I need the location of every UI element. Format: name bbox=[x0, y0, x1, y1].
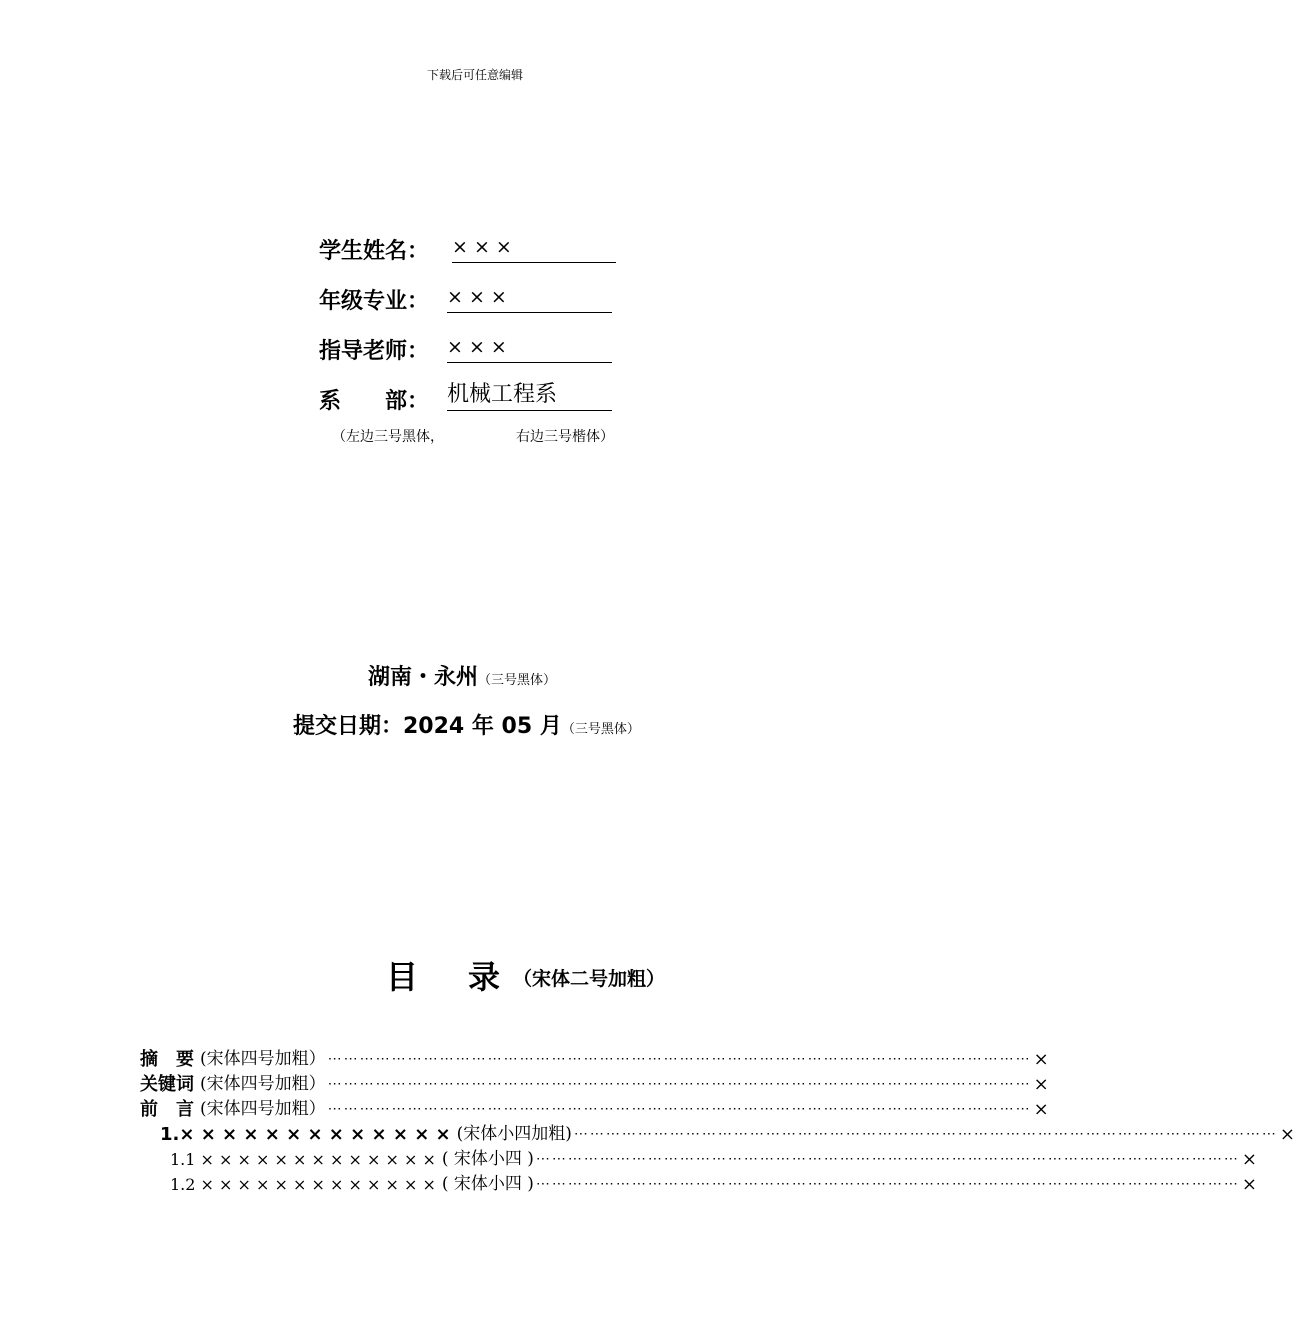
toc-note: (宋体四号加粗） bbox=[200, 1099, 326, 1119]
toc-dots: ⋯⋯⋯⋯⋯⋯⋯⋯⋯⋯⋯⋯⋯⋯⋯⋯⋯⋯⋯⋯⋯⋯⋯⋯⋯⋯⋯⋯⋯⋯⋯⋯⋯⋯⋯⋯⋯⋯⋯⋯⋯⋯⋯⋯ bbox=[535, 1176, 1240, 1192]
toc-label: 1.1 × × × × × × × × × × × × × bbox=[170, 1150, 436, 1169]
toc-dots: ⋯⋯⋯⋯⋯⋯⋯⋯⋯⋯⋯⋯⋯⋯⋯⋯⋯⋯⋯⋯⋯⋯⋯⋯⋯⋯⋯⋯⋯⋯⋯⋯⋯⋯⋯⋯⋯⋯⋯⋯⋯⋯⋯⋯ bbox=[327, 1051, 1032, 1067]
toc-title-left: 目 bbox=[386, 958, 419, 996]
toc-dots: ⋯⋯⋯⋯⋯⋯⋯⋯⋯⋯⋯⋯⋯⋯⋯⋯⋯⋯⋯⋯⋯⋯⋯⋯⋯⋯⋯⋯⋯⋯⋯⋯⋯⋯⋯⋯⋯⋯⋯⋯⋯⋯⋯⋯ bbox=[535, 1151, 1240, 1167]
toc-label: 前 言 bbox=[140, 1099, 194, 1120]
place-text: 湖南・永州 bbox=[368, 665, 479, 690]
toc-title-note: （宋体二号加粗） bbox=[513, 968, 666, 990]
font-note-left: （左边三号黑体， bbox=[332, 429, 444, 445]
toc-label: 1.2 × × × × × × × × × × × × × bbox=[170, 1175, 436, 1194]
toc-item-section-1-2 bbox=[140, 1172, 1258, 1197]
student-name-label: 学生姓名： bbox=[319, 239, 430, 264]
toc-page: × bbox=[1241, 1149, 1258, 1170]
advisor-label: 指导老师： bbox=[319, 339, 430, 364]
date-text: 提交日期：2024 年 05 月 bbox=[293, 714, 562, 739]
date-line bbox=[293, 709, 640, 740]
toc-label: 关键词 bbox=[140, 1074, 194, 1095]
advisor-value: × × × bbox=[447, 334, 612, 363]
toc-item-section-1-1 bbox=[140, 1147, 1258, 1172]
toc-label: 1.× × × × × × × × × × × × × bbox=[160, 1124, 451, 1145]
font-note-right: 右边三号楷体） bbox=[516, 429, 614, 445]
header-note: 下载后可任意编辑 bbox=[426, 68, 523, 82]
date-note: （三号黑体） bbox=[561, 722, 640, 737]
toc-note: (宋体四号加粗） bbox=[200, 1049, 326, 1069]
toc-note: ( 宋体小四 ) bbox=[441, 1149, 534, 1169]
toc-page: × bbox=[1033, 1074, 1049, 1095]
toc-note: (宋体四号加粗） bbox=[200, 1074, 326, 1094]
department-value: 机械工程系 bbox=[447, 382, 612, 411]
toc-dots: ⋯⋯⋯⋯⋯⋯⋯⋯⋯⋯⋯⋯⋯⋯⋯⋯⋯⋯⋯⋯⋯⋯⋯⋯⋯⋯⋯⋯⋯⋯⋯⋯⋯⋯⋯⋯⋯⋯⋯⋯⋯⋯⋯⋯ bbox=[327, 1076, 1032, 1092]
place-note: （三号黑体） bbox=[478, 673, 557, 688]
grade-major-value: × × × bbox=[447, 284, 612, 313]
toc-title bbox=[386, 952, 500, 998]
toc-item-abstract bbox=[140, 1047, 1049, 1072]
toc-title-right: 录 bbox=[468, 958, 501, 996]
toc-dots: ⋯⋯⋯⋯⋯⋯⋯⋯⋯⋯⋯⋯⋯⋯⋯⋯⋯⋯⋯⋯⋯⋯⋯⋯⋯⋯⋯⋯⋯⋯⋯⋯⋯⋯⋯⋯⋯⋯⋯⋯⋯⋯⋯⋯ bbox=[327, 1101, 1032, 1117]
toc-item-keywords bbox=[140, 1072, 1049, 1097]
toc-note: (宋体小四加粗) bbox=[456, 1124, 572, 1144]
place-line bbox=[368, 660, 556, 691]
department-label: 系 部： bbox=[319, 389, 430, 414]
grade-major-label: 年级专业： bbox=[319, 289, 430, 314]
toc-page: × bbox=[1033, 1099, 1049, 1120]
toc-item-preface bbox=[140, 1097, 1049, 1122]
toc-page: × bbox=[1241, 1174, 1258, 1195]
toc-note: ( 宋体小四 ) bbox=[441, 1174, 534, 1194]
toc-item-chapter-1 bbox=[140, 1122, 1295, 1147]
student-name-value: × × × bbox=[452, 234, 616, 263]
toc-dots: ⋯⋯⋯⋯⋯⋯⋯⋯⋯⋯⋯⋯⋯⋯⋯⋯⋯⋯⋯⋯⋯⋯⋯⋯⋯⋯⋯⋯⋯⋯⋯⋯⋯⋯⋯⋯⋯⋯⋯⋯⋯⋯⋯⋯ bbox=[573, 1126, 1278, 1142]
toc-label: 摘 要 bbox=[140, 1049, 194, 1070]
toc-page: × bbox=[1033, 1049, 1049, 1070]
toc-page: × bbox=[1279, 1124, 1295, 1145]
